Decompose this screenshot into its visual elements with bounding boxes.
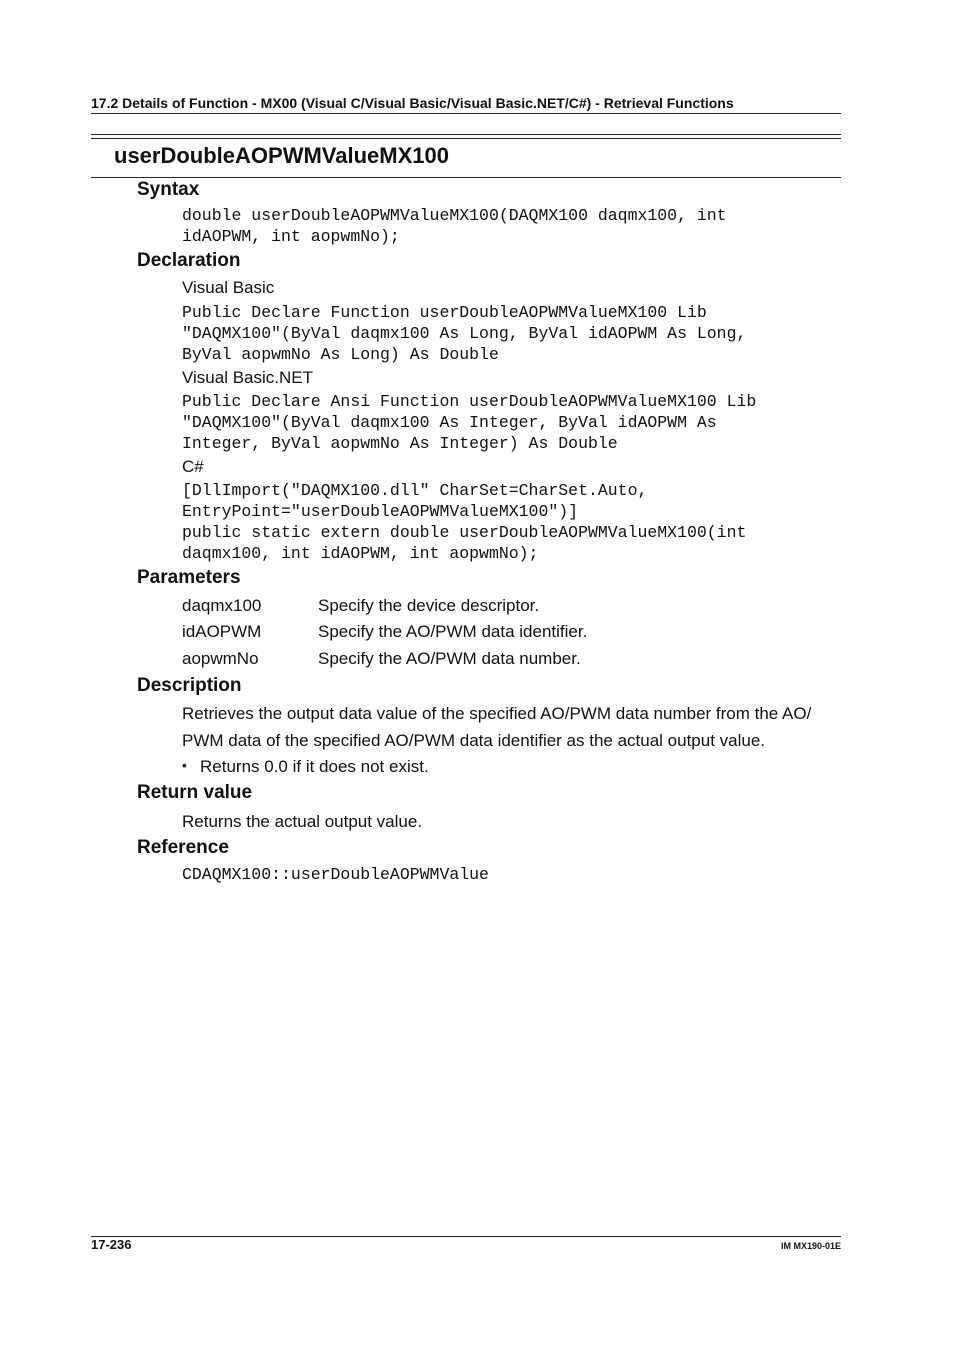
cs-label: C# — [182, 457, 204, 476]
param-desc: Specify the device descriptor. — [318, 596, 540, 615]
document-id: IM MX190-01E — [780, 1241, 841, 1251]
description-heading: Description — [137, 675, 242, 696]
param-desc: Specify the AO/PWM data identifier. — [318, 622, 588, 641]
vb-label: Visual Basic — [182, 278, 275, 297]
function-title: userDoubleAOPWMValueMX100 — [114, 143, 449, 168]
page-number: 17-236 — [91, 1237, 132, 1252]
cs-line-2: EntryPoint="userDoubleAOPWMValueMX100")] — [182, 502, 579, 521]
return-value-heading: Return value — [137, 782, 253, 803]
description-bullet: Returns 0.0 if it does not exist. — [200, 757, 429, 776]
bullet-dot-icon: • — [182, 757, 187, 773]
vbnet-line-2: "DAQMX100"(ByVal daqmx100 As Integer, ByVal idAOPWM As — [182, 413, 717, 432]
vb-line-2: "DAQMX100"(ByVal daqmx100 As Long, ByVal idAOPWM As Long, — [182, 324, 747, 343]
reference-heading: Reference — [137, 837, 229, 858]
vbnet-label: Visual Basic.NET — [182, 368, 314, 387]
header-rule — [91, 113, 841, 114]
vbnet-line-3: Integer, ByVal aopwmNo As Integer) As Double — [182, 434, 618, 453]
param-name: aopwmNo — [182, 649, 259, 668]
syntax-line-1: double userDoubleAOPWMValueMX100(DAQMX100 daqmx100, int — [182, 206, 727, 225]
syntax-heading: Syntax — [137, 179, 200, 200]
parameters-heading: Parameters — [137, 567, 241, 588]
section-header: 17.2 Details of Function - MX00 (Visual C/Visual Basic/Visual Basic.NET/C#) - Retrieval Functions — [91, 95, 734, 111]
param-desc: Specify the AO/PWM data number. — [318, 649, 581, 668]
title-bottom-rule — [91, 177, 841, 178]
syntax-line-2: idAOPWM, int aopwmNo); — [182, 227, 400, 246]
description-line-1: Retrieves the output data value of the specified AO/PWM data number from the AO/ — [182, 704, 812, 723]
return-value-text: Returns the actual output value. — [182, 812, 423, 831]
vb-line-1: Public Declare Function userDoubleAOPWMValueMX100 Lib — [182, 303, 707, 322]
cs-line-1: [DllImport("DAQMX100.dll" CharSet=CharSet.Auto, — [182, 481, 648, 500]
cs-line-4: daqmx100, int idAOPWM, int aopwmNo); — [182, 544, 539, 563]
cs-line-3: public static extern double userDoubleAOPWMValueMX100(int — [182, 523, 747, 542]
param-name: idAOPWM — [182, 622, 262, 641]
reference-text: CDAQMX100::userDoubleAOPWMValue — [182, 865, 489, 884]
title-top-rule-2 — [91, 138, 841, 139]
footer-rule — [91, 1236, 841, 1237]
vbnet-line-1: Public Declare Ansi Function userDoubleAOPWMValueMX100 Lib — [182, 392, 757, 411]
param-name: daqmx100 — [182, 596, 262, 615]
vb-line-3: ByVal aopwmNo As Long) As Double — [182, 345, 499, 364]
description-line-2: PWM data of the specified AO/PWM data identifier as the actual output value. — [182, 731, 766, 750]
declaration-heading: Declaration — [137, 250, 241, 271]
title-top-rule — [91, 134, 841, 135]
